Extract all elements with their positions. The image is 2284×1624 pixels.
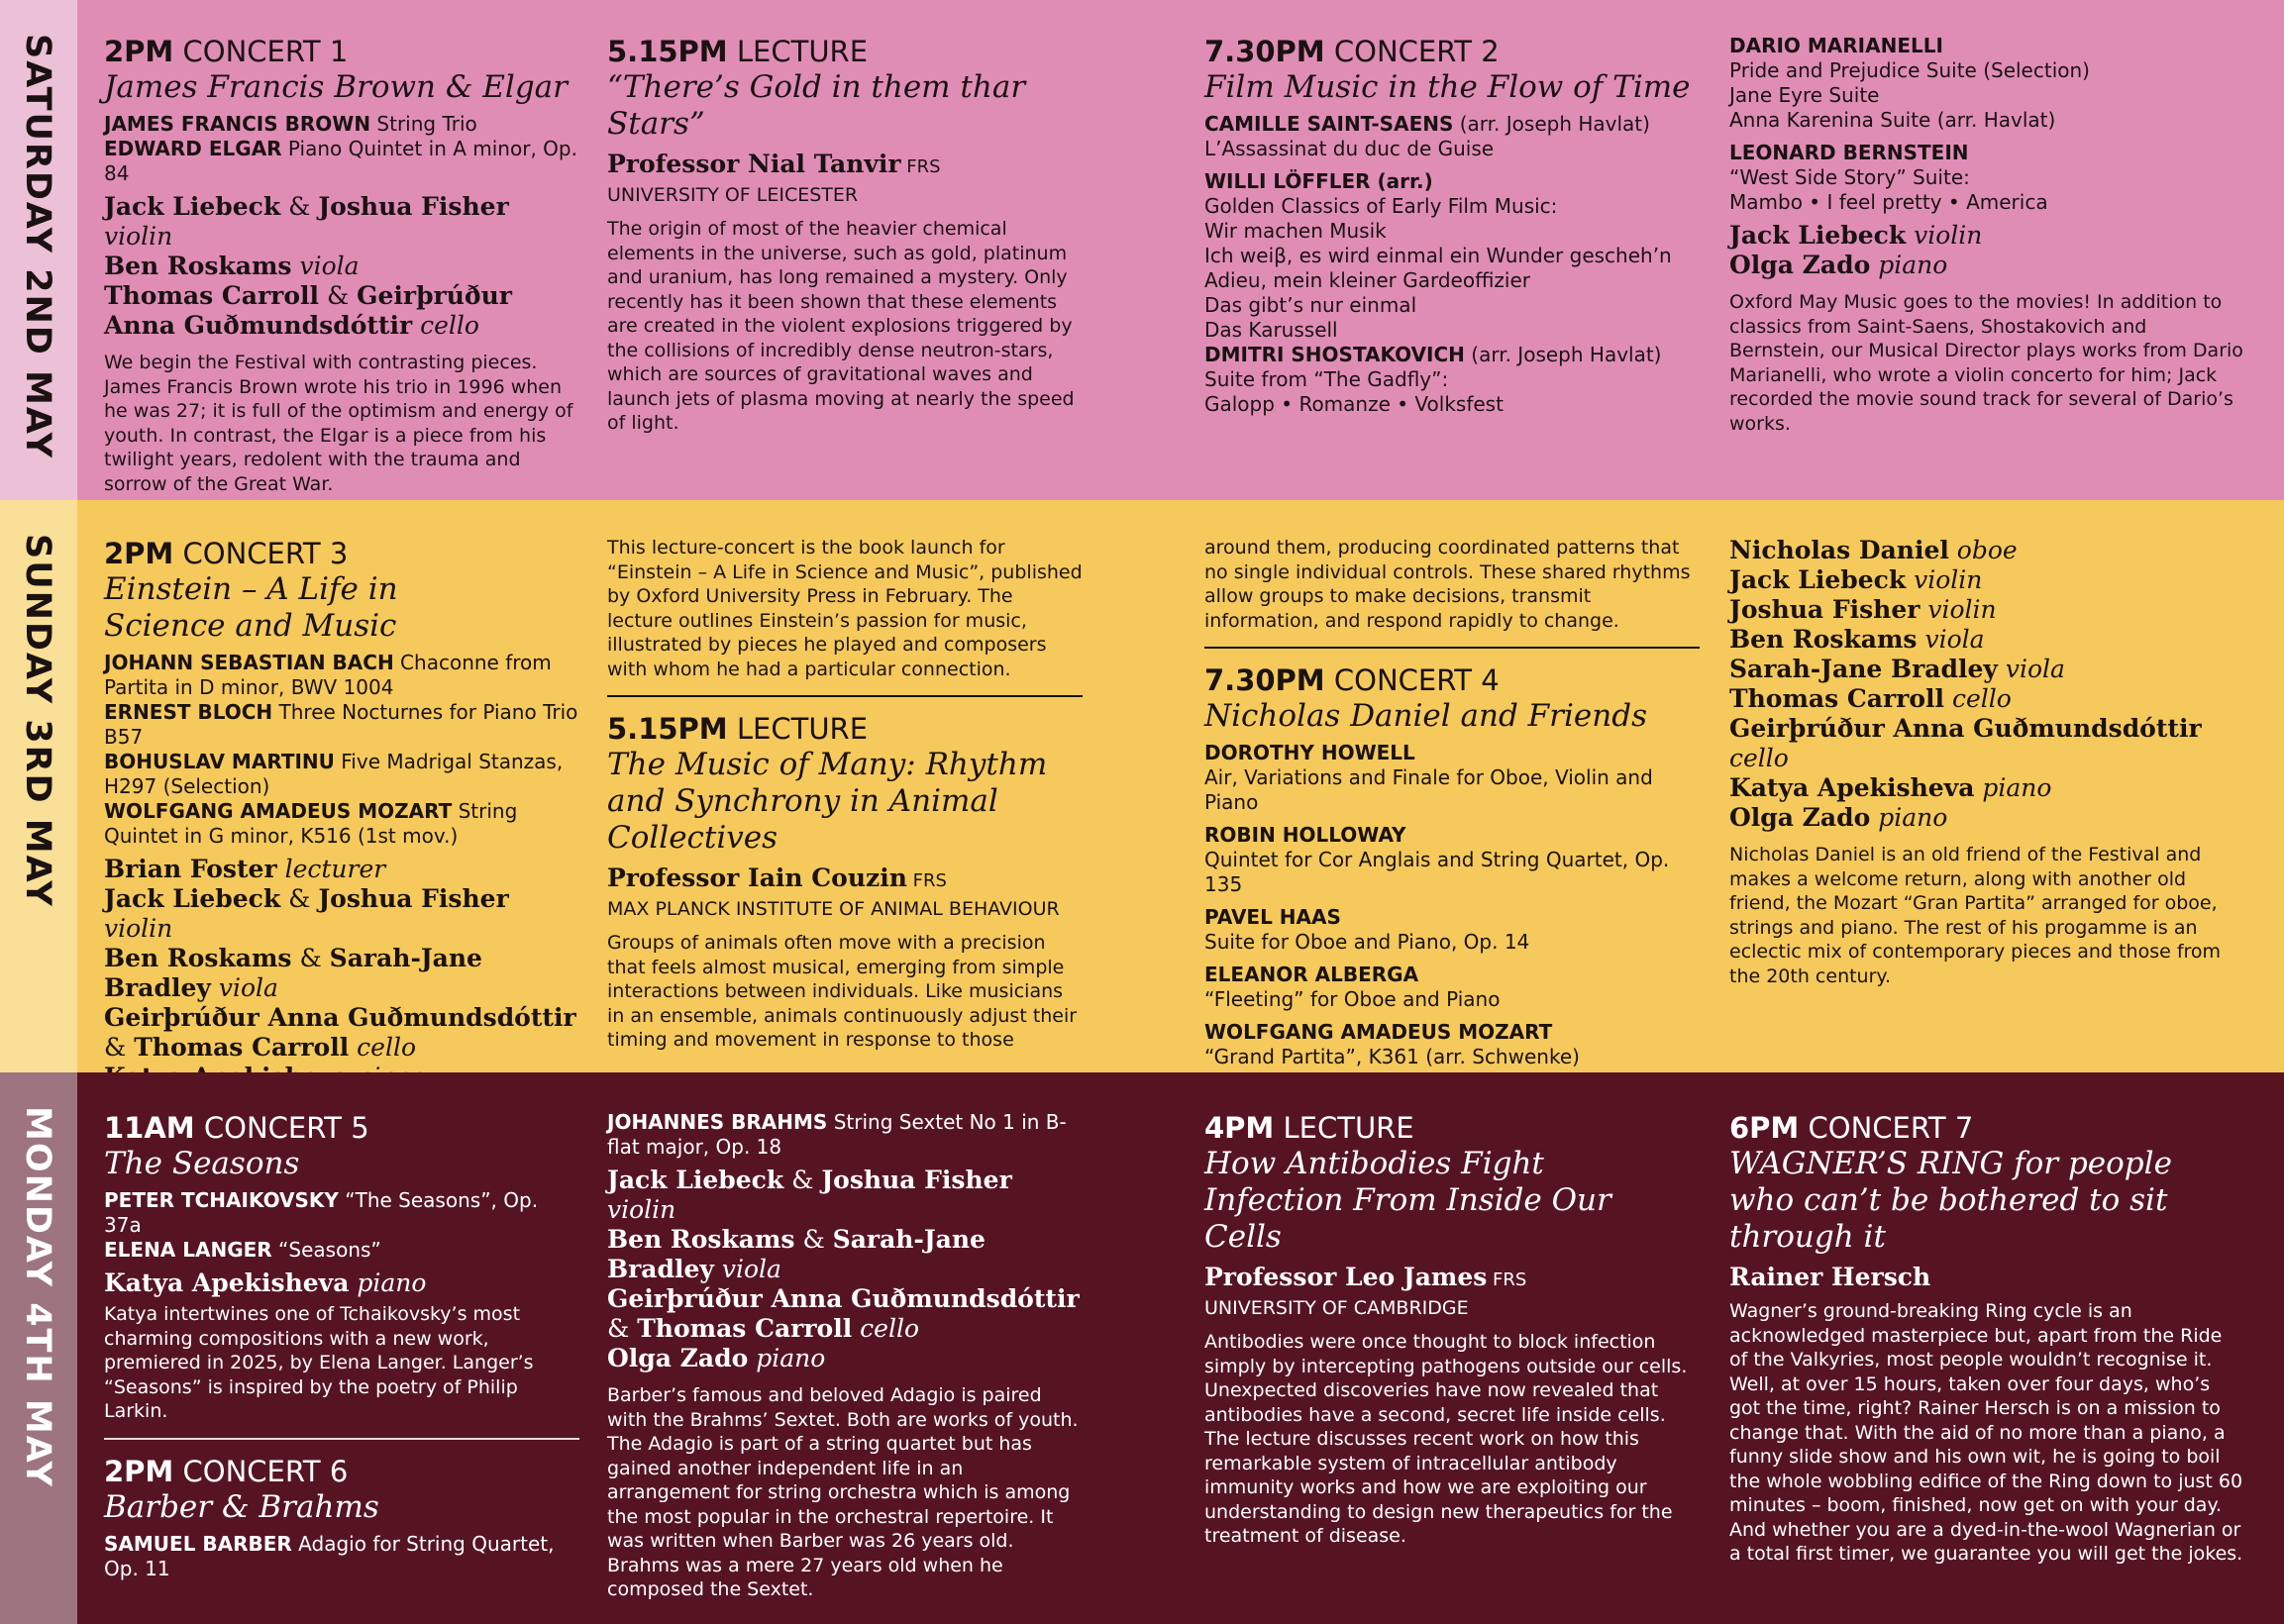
event-description: Antibodies were once thought to block infection simply by intercepting pathogens outside our cells. Unexpected discoveries have now revealed that antibodies have a second, secret life inside cells. The lecture discusses recent work on how this remarkable system of intracellular antibody immunity works and how we are exploiting our understanding to design new therapeutics for the treatment of disease. bbox=[1204, 1331, 1688, 1547]
speaker-name: Professor Nial Tanvir bbox=[607, 150, 901, 178]
work: String Trio bbox=[370, 112, 477, 136]
event-time: 4PM bbox=[1204, 1111, 1275, 1145]
instrument: viola bbox=[210, 973, 278, 1002]
event-heading bbox=[1729, 1110, 2244, 1146]
composer: WOLFGANG AMADEUS MOZART bbox=[104, 799, 453, 823]
composer: DOROTHY HOWELL bbox=[1204, 741, 1415, 764]
performer-name: Joshua Fisher bbox=[1729, 595, 1921, 624]
day-band-monday bbox=[0, 1072, 2284, 1624]
speaker-name: Professor Leo James bbox=[1204, 1263, 1488, 1291]
instrument: piano bbox=[1974, 773, 2052, 802]
day-band-saturday bbox=[0, 0, 2284, 500]
speaker-honour: FRS bbox=[1487, 1269, 1527, 1290]
performer-name: Geirþrúður Anna Guðmundsdóttir bbox=[104, 1003, 576, 1032]
speaker-name: Rainer Hersch bbox=[1729, 1263, 1931, 1291]
programme-item bbox=[1204, 169, 1700, 343]
work-line: Wir machen Musik bbox=[1204, 219, 1387, 243]
work-line: Galopp • Romanze • Volksfest bbox=[1204, 392, 1504, 416]
composer: DARIO MARIANELLI bbox=[1729, 34, 1943, 57]
performer-line bbox=[104, 1269, 579, 1298]
day-strip bbox=[0, 1072, 77, 1624]
conjunction: & bbox=[783, 1166, 822, 1194]
day-label: SATURDAY 2ND MAY bbox=[18, 34, 57, 459]
event-time: 7.30PM bbox=[1204, 35, 1325, 68]
work-line: Adieu, mein kleiner Gardeoffizier bbox=[1204, 268, 1530, 292]
instrument: violin bbox=[1920, 595, 1997, 624]
performer-name: Sarah-Jane Bradley bbox=[1729, 655, 1998, 683]
event-title: Nicholas Daniel and Friends bbox=[1204, 698, 1647, 734]
instrument: violin bbox=[1906, 565, 1983, 594]
work: “Grand Partita”, K361 (arr. Schwenke) bbox=[1204, 1045, 1580, 1068]
programme-item bbox=[607, 1110, 1083, 1160]
instrument: lecturer bbox=[276, 855, 386, 883]
performer-name: Ben Roskams bbox=[1729, 625, 1918, 654]
programme-item bbox=[104, 799, 579, 849]
composer: BOHUSLAV MARTINU bbox=[104, 750, 335, 773]
composer: ELENA LANGER bbox=[104, 1238, 272, 1262]
performer-line bbox=[104, 1003, 579, 1063]
composer: PAVEL HAAS bbox=[1204, 905, 1341, 929]
work: Five Madrigal Stanzas, H297 (Selection) bbox=[104, 750, 564, 798]
performers bbox=[104, 192, 579, 341]
programme-item bbox=[1729, 141, 2244, 215]
work-line: “West Side Story” Suite: bbox=[1729, 165, 1970, 189]
event-description: We begin the Festival with contrasting pieces. James Francis Brown wrote his trio in 1996 when he was 27; it is full of the optimism and energy of youth. In contrast, the Elgar is a piece from his twilight years, redolent with the trauma and sorrow of the Great War. bbox=[104, 352, 573, 495]
programme-item bbox=[104, 700, 579, 750]
work-line: L’Assassinat du duc de Guise bbox=[1204, 137, 1495, 160]
programme-item bbox=[1204, 963, 1700, 1012]
programme-item bbox=[104, 1188, 579, 1238]
speaker bbox=[607, 863, 1083, 897]
event-concert-7 bbox=[1729, 1072, 2244, 1567]
composer: ROBIN HOLLOWAY bbox=[1204, 823, 1406, 847]
instrument: oboe bbox=[1948, 536, 2018, 564]
performer-name: Thomas Carroll bbox=[104, 281, 319, 310]
composer: JOHANN SEBASTIAN BACH bbox=[104, 651, 394, 674]
event-time: 11AM bbox=[104, 1111, 195, 1145]
performer-line bbox=[1729, 251, 2244, 280]
event-description: Oxford May Music goes to the movies! In addition to classics from Saint-Saens, Shostakovich and Bernstein, our Musical Director plays works from Dario Marianelli, who wrote a violin concerto for him; Jack recorded the movie sound track for several of Dario’s works. bbox=[1729, 291, 2243, 435]
performer-line bbox=[1729, 655, 2244, 684]
programme-item bbox=[104, 750, 579, 799]
event-time: 5.15PM bbox=[607, 712, 728, 746]
event-description: Katya intertwines one of Tchaikovsky’s most charming compositions with a new work, premiered in 2025, by Elena Langer. Langer’s “Seasons” is inspired by the poetry of Philip Larkin. bbox=[104, 1303, 534, 1422]
event-lecture-sunday bbox=[607, 500, 1083, 1053]
instrument: cello bbox=[412, 311, 479, 340]
work-line: Anna Karenina Suite (arr. Havlat) bbox=[1729, 108, 2056, 132]
instrument: viola bbox=[713, 1255, 781, 1283]
performer-line bbox=[1729, 773, 2244, 803]
event-concert-4-continued bbox=[1729, 500, 2244, 988]
divider bbox=[607, 695, 1083, 697]
work: Piano Quintet in A minor, Op. 84 bbox=[104, 137, 577, 185]
composer: EDWARD ELGAR bbox=[104, 137, 282, 160]
programme-item bbox=[104, 1532, 579, 1581]
event-concert-2-continued bbox=[1729, 0, 2244, 436]
performer-name: Jack Liebeck bbox=[104, 192, 281, 221]
event-concert-5 bbox=[104, 1072, 579, 1581]
conjunction: & bbox=[319, 281, 358, 310]
performer-name: Ben Roskams bbox=[104, 252, 292, 280]
event-time: 6PM bbox=[1729, 1111, 1800, 1145]
event-type: LECTURE bbox=[736, 712, 869, 746]
event-description: Groups of animals often move with a precision that feels almost musical, emerging from simple interactions between individuals. Like musicians in an ensemble, animals continuously adjust their timing and movement in response to those bbox=[607, 932, 1078, 1051]
work: Chaconne from Partita in D minor, BWV 1004 bbox=[104, 651, 552, 699]
performer-name: Katya Apekisheva bbox=[104, 1269, 350, 1297]
performer-line bbox=[1729, 221, 2244, 251]
performer-line bbox=[1729, 625, 2244, 655]
programme-item bbox=[1204, 1020, 1700, 1069]
composer: DMITRI SHOSTAKOVICH bbox=[1204, 343, 1465, 366]
programme-item bbox=[1729, 34, 2244, 133]
performer-line bbox=[104, 281, 579, 341]
instrument: violin bbox=[104, 222, 173, 251]
instrument: piano bbox=[349, 1269, 427, 1297]
event-type: CONCERT 4 bbox=[1333, 663, 1500, 697]
programme-item bbox=[1204, 905, 1700, 955]
performer-line bbox=[1729, 536, 2244, 565]
event-concert-2 bbox=[1204, 0, 1700, 417]
event-description: Wagner’s ground-breaking Ring cycle is an acknowledged masterpiece but, apart from the Ride of the Valkyries, most people wouldn’t recognise it. Well, at over 15 hours, taken over four days, who’s got the time, right? Rainer Hersch is on a mission to change that. With the aid of no more than a piano, a funny slide show and his own wit, he is going to boil the whole wobbling edifice of the Ring down to just 60 minutes – boom, finished, now get on with your day. And whether you are a dyed-in-the-wool Wagnerian or a total first timer, we guarantee you will get the jokes. bbox=[1729, 1300, 2243, 1565]
programme-item bbox=[1204, 741, 1700, 815]
work: Three Nocturnes for Piano Trio B57 bbox=[104, 700, 578, 749]
programme-item bbox=[1204, 823, 1700, 897]
composer: WILLI LÖFFLER (arr.) bbox=[1204, 169, 1433, 193]
event-type: CONCERT 2 bbox=[1333, 35, 1500, 68]
work: Air, Variations and Finale for Oboe, Violin and Piano bbox=[1204, 765, 1653, 814]
composer: JAMES FRANCIS BROWN bbox=[104, 112, 371, 136]
event-description: Nicholas Daniel is an old friend of the Festival and makes a welcome return, along with another old friend, the Mozart “Gran Partita” arranged for oboe, strings and piano. The rest of his progamme is an eclectic mix of contemporary pieces and those from the 20th century. bbox=[1729, 844, 2222, 987]
performer-name: Joshua Fisher bbox=[821, 1166, 1012, 1194]
programme-item bbox=[1204, 112, 1700, 161]
event-concert-3 bbox=[104, 500, 579, 1092]
day-label: MONDAY 4TH MAY bbox=[18, 1106, 57, 1488]
event-description-continued: around them, producing coordinated patterns that no single individual controls. These shared rhythms allow groups to make decisions, transmit information, and respond rapidly to change. bbox=[1204, 537, 1691, 632]
instrument: cello bbox=[852, 1314, 919, 1343]
instrument: viola bbox=[291, 252, 360, 280]
conjunction: & bbox=[291, 944, 330, 972]
work: Adagio for String Quartet, Op. 11 bbox=[104, 1531, 555, 1580]
performer-line bbox=[607, 1166, 1083, 1225]
event-heading bbox=[104, 34, 579, 69]
event-heading bbox=[104, 536, 579, 571]
divider bbox=[104, 1438, 579, 1440]
event-title: Einstein – A Life in Science and Music bbox=[104, 571, 398, 644]
performer-line bbox=[607, 1344, 1083, 1373]
programme-item bbox=[104, 137, 579, 186]
day-strip bbox=[0, 500, 77, 1072]
performer-line bbox=[607, 1225, 1083, 1284]
institution: UNIVERSITY OF CAMBRIDGE bbox=[1204, 1297, 1469, 1319]
speaker bbox=[607, 149, 1083, 183]
conjunction: & bbox=[607, 1314, 638, 1343]
performer-name: Ben Roskams bbox=[104, 944, 292, 972]
performer-name: Geirþrúður Anna Guðmundsdóttir bbox=[1729, 714, 2202, 743]
event-lecture-monday bbox=[1204, 1072, 1700, 1549]
event-title: WAGNER’S RING for people who can’t be bothered to sit through it bbox=[1729, 1146, 2172, 1255]
work: (arr. Joseph Havlat) bbox=[1453, 112, 1650, 136]
composer: PETER TCHAIKOVSKY bbox=[104, 1188, 339, 1212]
performers bbox=[104, 855, 579, 1092]
conjunction: & bbox=[104, 1033, 135, 1062]
performers bbox=[104, 1269, 579, 1298]
event-heading bbox=[1204, 1110, 1700, 1146]
divider bbox=[1204, 647, 1700, 649]
event-description: The origin of most of the heavier chemical elements in the universe, such as gold, platinum and uranium, has long remained a mystery. Only recently has it been shown that these elements are created in the violent explosions triggered by the collisions of incredibly dense neutron-stars, which are sources of gravitational waves and launch jets of plasma moving at nearly the speed of light. bbox=[607, 218, 1075, 434]
event-heading bbox=[1204, 662, 1700, 698]
work: String Sextet No 1 in B-flat major, Op. 18 bbox=[607, 1110, 1067, 1159]
speaker-honour: FRS bbox=[900, 156, 941, 177]
performer-name: Joshua Fisher bbox=[318, 192, 509, 221]
instrument: cello bbox=[1729, 744, 1789, 772]
instrument: piano bbox=[1870, 803, 1948, 832]
performer-line bbox=[1729, 714, 2244, 773]
event-type: LECTURE bbox=[736, 35, 869, 68]
event-type: CONCERT 1 bbox=[182, 35, 349, 68]
event-time: 2PM bbox=[104, 537, 174, 570]
performer-name: Jack Liebeck bbox=[104, 884, 281, 913]
performer-line bbox=[1729, 595, 2244, 625]
instrument: violin bbox=[1906, 221, 1983, 250]
work-line: Mambo • I feel pretty • America bbox=[1729, 190, 2048, 214]
composer: JOHANNES BRAHMS bbox=[607, 1110, 828, 1134]
composer: ERNEST BLOCH bbox=[104, 700, 273, 724]
performer-name: Geirþrúður Anna Guðmundsdóttir bbox=[104, 281, 512, 340]
event-intro: This lecture-concert is the book launch for “Einstein – A Life in Science and Music”, published by Oxford University Press in February. The lecture outlines Einstein’s passion for music, illustrated by pieces he played and composers with whom he had a particular connection. bbox=[607, 537, 1083, 680]
work-line: Das gibt’s nur einmal bbox=[1204, 293, 1417, 317]
event-type: CONCERT 3 bbox=[182, 537, 349, 570]
programme-item bbox=[104, 651, 579, 700]
composer: LEONARD BERNSTEIN bbox=[1729, 141, 1969, 164]
speaker-name: Professor Iain Couzin bbox=[607, 863, 907, 892]
day-strip bbox=[0, 0, 77, 500]
performer-line bbox=[104, 944, 579, 1003]
performer-name: Joshua Fisher bbox=[318, 884, 509, 913]
performer-name: Sarah-Jane Bradley bbox=[104, 944, 482, 1002]
instrument: violin bbox=[607, 1195, 676, 1224]
performer-line bbox=[607, 1284, 1083, 1344]
event-time: 2PM bbox=[104, 1454, 174, 1488]
work-line: Suite from “The Gadfly”: bbox=[1204, 367, 1449, 391]
performer-name: Nicholas Daniel bbox=[1729, 536, 1949, 564]
instrument: viola bbox=[1997, 655, 2065, 683]
instrument: piano bbox=[1870, 251, 1948, 279]
speaker-honour: FRS bbox=[906, 870, 947, 891]
speaker bbox=[1204, 1262, 1700, 1296]
performer-name: Thomas Carroll bbox=[134, 1033, 350, 1062]
conjunction: & bbox=[280, 192, 319, 221]
event-heading bbox=[104, 1110, 579, 1146]
performer-name: Thomas Carroll bbox=[1729, 684, 1944, 713]
performer-name: Brian Foster bbox=[104, 855, 277, 883]
composer: WOLFGANG AMADEUS MOZART bbox=[1204, 1020, 1553, 1044]
work: “The Seasons”, Op. 37a bbox=[104, 1188, 539, 1237]
performer-name: Sarah-Jane Bradley bbox=[607, 1225, 986, 1283]
work: Quintet for Cor Anglais and String Quartet, Op. 135 bbox=[1204, 848, 1670, 896]
event-description: Barber’s famous and beloved Adagio is paired with the Brahms’ Sextet. Both are works of youth. The Adagio is part of a string quartet but has gained another independent life in an arrangement for string orchestra which is among the most popular in the orchestral repertoire. It was written when Barber was 26 years old. Brahms was a mere 27 years old when he composed the Sextet. bbox=[607, 1384, 1079, 1600]
work-line: Jane Eyre Suite bbox=[1729, 83, 1880, 107]
institution: UNIVERSITY OF LEICESTER bbox=[607, 184, 859, 206]
performer-name: Olga Zado bbox=[1729, 251, 1871, 279]
event-type: CONCERT 7 bbox=[1808, 1111, 1974, 1145]
instrument: piano bbox=[748, 1344, 826, 1372]
instrument: violin bbox=[104, 914, 173, 943]
event-type: CONCERT 5 bbox=[203, 1111, 369, 1145]
programme-item bbox=[104, 112, 579, 137]
work: “Fleeting” for Oboe and Piano bbox=[1204, 987, 1501, 1011]
performer-line bbox=[1729, 565, 2244, 595]
day-band-sunday bbox=[0, 500, 2284, 1072]
work: String Quintet in G minor, K516 (1st mov.) bbox=[104, 799, 518, 848]
composer: ELEANOR ALBERGA bbox=[1204, 963, 1419, 986]
work-line: Ich weiβ, es wird einmal ein Wunder gescheh’n bbox=[1204, 244, 1672, 267]
event-concert-6-continued bbox=[607, 1072, 1083, 1602]
event-time: 5.15PM bbox=[607, 35, 728, 68]
day-label: SUNDAY 3RD MAY bbox=[18, 534, 57, 908]
performer-name: Olga Zado bbox=[1729, 803, 1871, 832]
instrument: cello bbox=[1944, 684, 2012, 713]
performer-line bbox=[1729, 684, 2244, 714]
performer-name: Jack Liebeck bbox=[607, 1166, 784, 1194]
conjunction: & bbox=[280, 884, 319, 913]
performer-line bbox=[104, 884, 579, 944]
event-type: CONCERT 6 bbox=[182, 1454, 349, 1488]
performers bbox=[1729, 221, 2244, 280]
institution: MAX PLANCK INSTITUTE OF ANIMAL BEHAVIOUR bbox=[607, 898, 1060, 920]
event-title: Barber & Brahms bbox=[104, 1488, 379, 1525]
event-type: LECTURE bbox=[1283, 1111, 1414, 1145]
event-title: The Seasons bbox=[104, 1146, 300, 1181]
event-title: Film Music in the Flow of Time bbox=[1204, 69, 1691, 105]
event-title: How Antibodies Fight Infection From Inside Our Cells bbox=[1204, 1146, 1611, 1255]
event-lecture-saturday bbox=[607, 0, 1083, 436]
performer-line bbox=[104, 192, 579, 252]
event-concert-4 bbox=[1204, 500, 1700, 1069]
performer-name: Jack Liebeck bbox=[1729, 221, 1907, 250]
performer-name: Olga Zado bbox=[607, 1344, 749, 1372]
event-heading bbox=[1204, 34, 1700, 69]
programme-item bbox=[1204, 343, 1700, 417]
event-title: “There’s Gold in them thar Stars” bbox=[607, 69, 1026, 142]
work: Suite for Oboe and Piano, Op. 14 bbox=[1204, 930, 1530, 954]
instrument: cello bbox=[349, 1033, 416, 1062]
performers bbox=[1729, 536, 2244, 833]
event-title: The Music of Many: Rhythm and Synchrony in Animal Collectives bbox=[607, 747, 1048, 856]
event-time: 7.30PM bbox=[1204, 663, 1325, 697]
work-line: Pride and Prejudice Suite (Selection) bbox=[1729, 58, 2090, 82]
conjunction: & bbox=[794, 1225, 833, 1254]
event-title: James Francis Brown & Elgar bbox=[104, 69, 568, 105]
composer: CAMILLE SAINT-SAENS bbox=[1204, 112, 1454, 136]
event-heading bbox=[607, 34, 1083, 69]
performer-name: Jack Liebeck bbox=[1729, 565, 1907, 594]
performer-name: Katya Apekisheva bbox=[1729, 773, 1975, 802]
event-heading bbox=[607, 711, 1083, 747]
performer-line bbox=[1729, 803, 2244, 833]
performer-name: Geirþrúður Anna Guðmundsdóttir bbox=[607, 1284, 1080, 1313]
work-line: Golden Classics of Early Film Music: bbox=[1204, 194, 1558, 218]
work-line: Das Karussell bbox=[1204, 318, 1338, 342]
composer: SAMUEL BARBER bbox=[104, 1531, 292, 1556]
performer-name: Thomas Carroll bbox=[637, 1314, 853, 1343]
work: “Seasons” bbox=[271, 1238, 381, 1262]
work: (arr. Joseph Havlat) bbox=[1464, 343, 1662, 366]
performers bbox=[607, 1166, 1083, 1373]
event-heading bbox=[104, 1454, 579, 1489]
performer-line bbox=[104, 855, 579, 884]
event-time: 2PM bbox=[104, 35, 174, 68]
instrument: viola bbox=[1917, 625, 1985, 654]
event-concert-1 bbox=[104, 0, 579, 496]
performer-line bbox=[104, 252, 579, 281]
programme-item bbox=[104, 1238, 579, 1263]
performer-name: Ben Roskams bbox=[607, 1225, 795, 1254]
